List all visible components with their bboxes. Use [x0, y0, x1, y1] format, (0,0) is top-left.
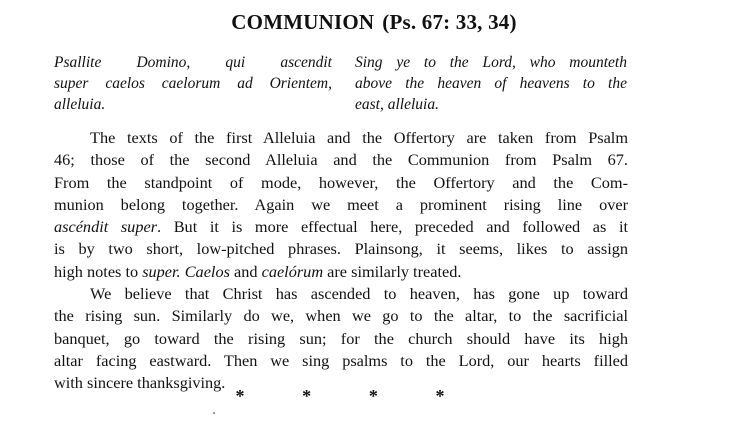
- latin-line: super caelos caelorum ad Orientem,: [54, 75, 332, 92]
- english-translation-column: [355, 52, 627, 115]
- section-separator: [230, 386, 450, 407]
- text-run: munion belong together. Again we meet a prominent rising line over: [54, 194, 628, 214]
- commentary-body: [54, 127, 628, 395]
- text-run: is by two short, low-pitched phrases. Plainsong, it seems, likes to assign: [54, 239, 628, 259]
- paragraph-line: banquet, go toward the rising sun; for the church should have its high: [54, 328, 628, 348]
- paragraph-line: [54, 194, 628, 216]
- english-line: above the heaven of heavens to the: [355, 75, 627, 92]
- paragraph-line: We believe that Christ has ascended to heaven, has gone up toward: [90, 284, 628, 304]
- italic-term: ascéndit super: [54, 217, 158, 237]
- text-run: From the standpoint of mode, however, the Offertory and the Com-: [54, 172, 628, 192]
- heading-title: COMMUNION: [231, 10, 375, 34]
- commentary-paragraph-2: [54, 283, 628, 394]
- text-run: and: [229, 261, 262, 281]
- paragraph-line: altar facing eastward. Then we sing psalms to the Lord, our hearts filled: [54, 350, 628, 370]
- separator-asterisk: *: [235, 386, 245, 406]
- text-run: The texts of the first Alleluia and the Offertory are taken from Psalm: [90, 128, 628, 147]
- latin-line: alleluia.: [54, 96, 106, 113]
- print-speck: [213, 412, 215, 414]
- paragraph-line: [54, 216, 628, 238]
- paragraph-line: [54, 127, 628, 149]
- separator-asterisk: *: [368, 386, 378, 406]
- text-run: high notes to: [54, 261, 143, 281]
- italic-term: super. Caelos: [142, 261, 230, 281]
- text-run: 46; those of the second Alleluia and the Communion from Psalm 67.: [54, 150, 628, 170]
- separator-asterisk: *: [302, 386, 312, 406]
- paragraph-line: [54, 238, 628, 260]
- text-run: . But it is more effectual here, preceded and followed as it: [157, 217, 628, 237]
- english-line: Sing ye to the Lord, who mounteth: [355, 54, 627, 71]
- italic-term: caelórum: [261, 261, 324, 281]
- paragraph-line: [54, 261, 628, 283]
- english-line: east, alleluia.: [355, 96, 439, 113]
- paragraph-line: with sincere thanksgiving.: [54, 373, 226, 393]
- text-run: are similarly treated.: [323, 261, 462, 281]
- commentary-paragraph-1: [54, 127, 628, 283]
- latin-line: Psallite Domino, qui ascendit: [54, 54, 332, 71]
- paragraph-line: the rising sun. Similarly do we, when we go to the altar, to the sacrificial: [54, 306, 628, 326]
- heading-reference: (Ps. 67: 33, 34): [382, 10, 517, 34]
- section-heading: [0, 10, 748, 35]
- separator-asterisk: *: [435, 386, 445, 406]
- latin-text-column: [54, 52, 332, 115]
- paragraph-line: [54, 149, 628, 171]
- paragraph-line: [54, 172, 628, 194]
